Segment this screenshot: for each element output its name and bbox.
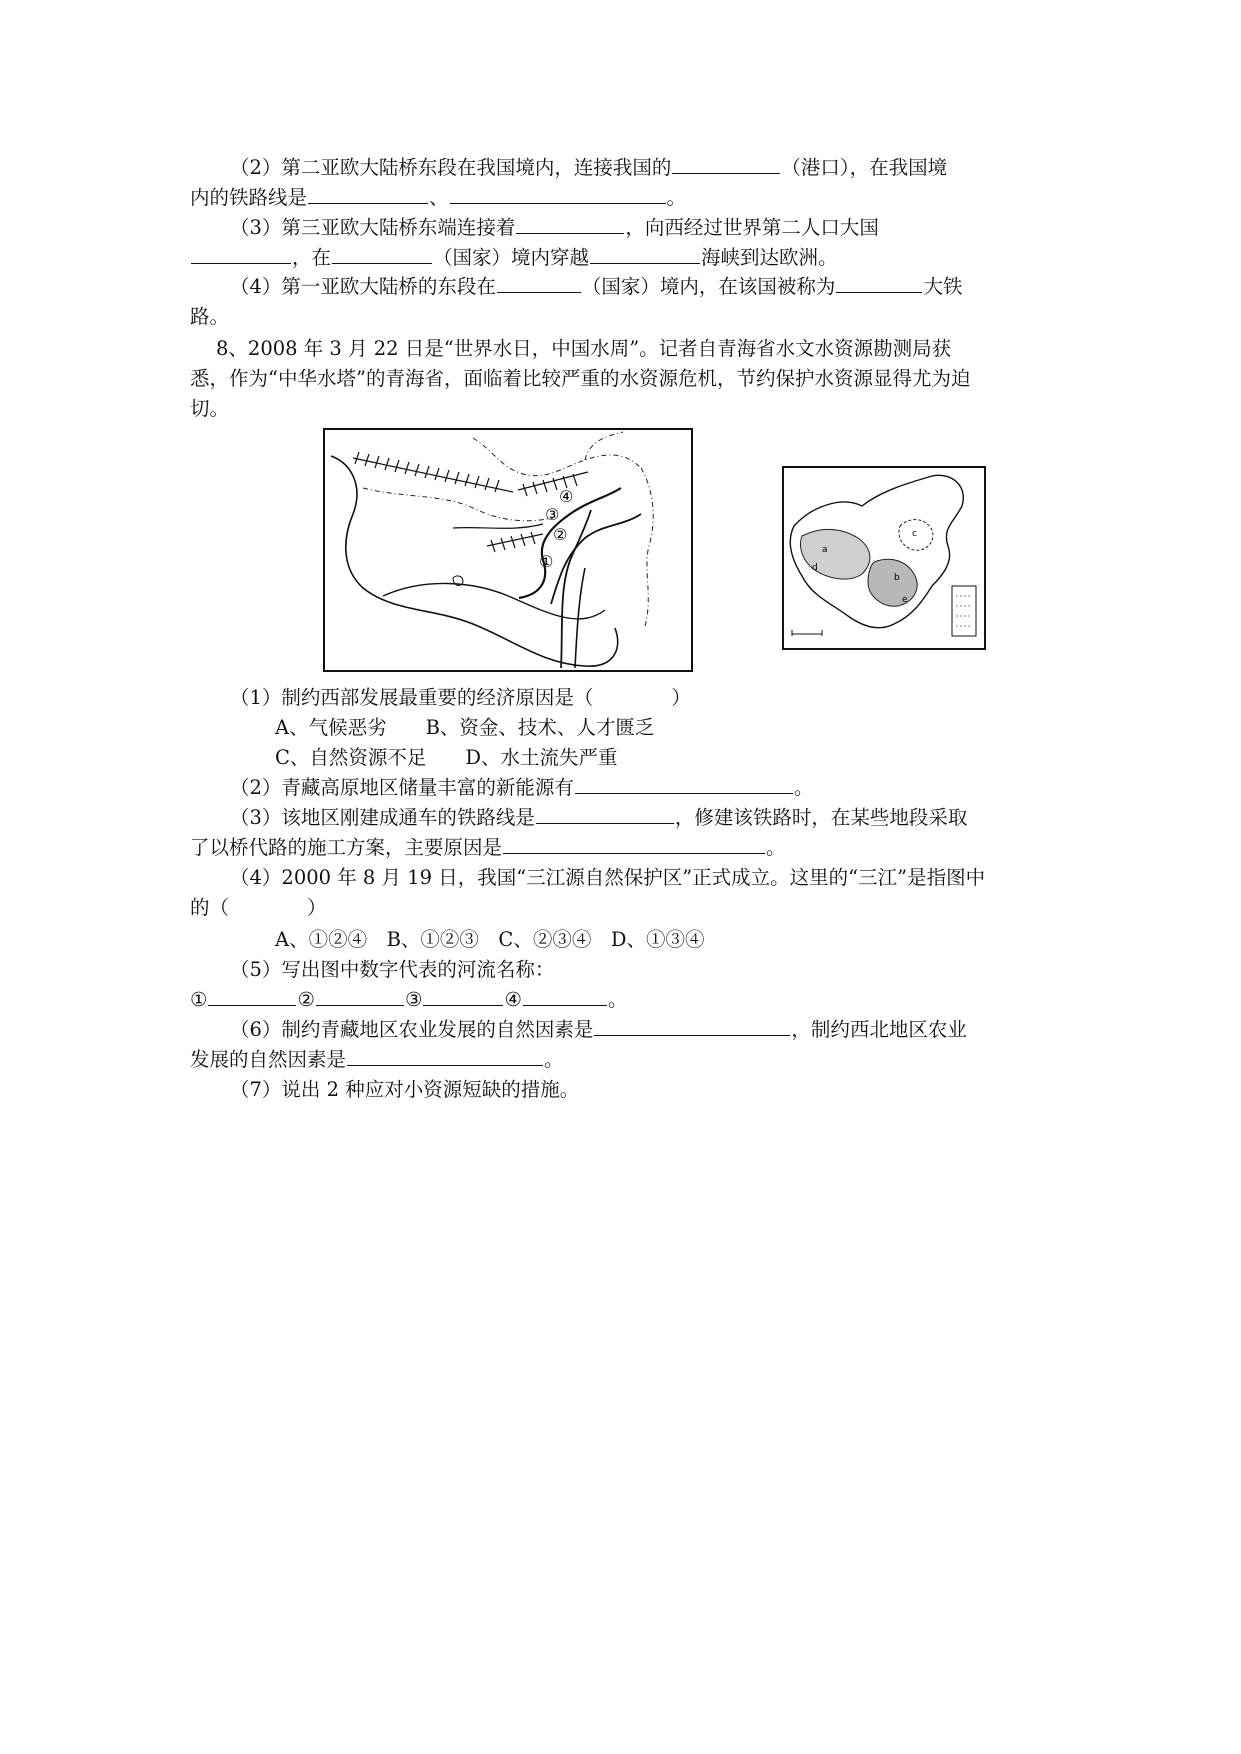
q7-part2-line1 bbox=[230, 153, 1100, 183]
q8-sub1-options-ab bbox=[275, 713, 1145, 743]
answer-blank[interactable] bbox=[836, 272, 922, 293]
answer-blank[interactable] bbox=[208, 985, 296, 1006]
q8-intro-line2 bbox=[190, 364, 1060, 394]
q8-s5-num-1: ① bbox=[190, 988, 208, 1011]
q8-s1-options-cd-text: C、自然资源不足 D、水土流失严重 bbox=[275, 746, 618, 769]
q8-sub7 bbox=[230, 1075, 1100, 1105]
answer-blank[interactable] bbox=[423, 985, 503, 1006]
q8-s3-text-b: ，修建该铁路时，在某些地段采取 bbox=[674, 806, 968, 829]
q7-p4-text-d: 路。 bbox=[190, 305, 230, 328]
q7-part3-line2 bbox=[190, 243, 1060, 273]
q8-s5-num-2: ② bbox=[297, 988, 315, 1011]
q8-s6-text-a: （6）制约青藏地区农业发展的自然因素是 bbox=[230, 1018, 594, 1041]
river-label-4: ④ bbox=[559, 487, 574, 506]
q8-s5-text-a: （5）写出图中数字代表的河流名称： bbox=[230, 958, 555, 981]
q7-part4-line1 bbox=[230, 272, 1100, 302]
q7-part2-line2 bbox=[190, 183, 1060, 213]
answer-blank[interactable] bbox=[590, 243, 700, 264]
answer-blank[interactable] bbox=[450, 183, 666, 204]
q7-p3-text-d: （国家）境内穿越 bbox=[433, 246, 590, 269]
q8-sub5-line1 bbox=[230, 955, 1100, 985]
region-label-e: e bbox=[902, 595, 908, 605]
q7-p3-text-b: ，向西经过世界第二人口大国 bbox=[625, 216, 879, 239]
q7-p3-text-c: ，在 bbox=[292, 246, 332, 269]
q7-p2-text-c: 内的铁路线是 bbox=[190, 186, 308, 209]
answer-blank[interactable] bbox=[191, 243, 291, 264]
answer-blank[interactable] bbox=[672, 153, 780, 174]
q8-intro-text-3: 切。 bbox=[190, 397, 230, 420]
region-label-c: c bbox=[912, 529, 917, 539]
answer-blank[interactable] bbox=[347, 1045, 543, 1066]
answer-blank[interactable] bbox=[594, 1015, 790, 1036]
river-label-1: ① bbox=[539, 552, 554, 571]
q8-s5-num-3: ③ bbox=[404, 988, 423, 1011]
q7-p2-text-e: 。 bbox=[666, 186, 687, 209]
q8-intro-line3 bbox=[190, 394, 1060, 424]
answer-blank[interactable] bbox=[316, 985, 404, 1006]
q8-sub6-line2 bbox=[190, 1045, 1060, 1075]
q8-sub4-line2 bbox=[190, 893, 1060, 923]
q7-p4-text-c: 大铁 bbox=[923, 275, 963, 298]
q8-s1-text: （1）制约西部发展最重要的经济原因是（ ） bbox=[230, 686, 691, 709]
q8-s5-num-4: ④ bbox=[504, 988, 522, 1011]
q8-s5-text-end: 。 bbox=[607, 988, 628, 1011]
q8-sub3-line2 bbox=[190, 833, 1060, 863]
q7-p3-text-a: （3）第三亚欧大陆桥东端连接着 bbox=[230, 216, 516, 239]
china-region-map bbox=[782, 466, 986, 650]
qinghai-tibet-river-map bbox=[323, 428, 693, 672]
answer-blank[interactable] bbox=[536, 803, 674, 824]
q8-s1-options-ab-text: A、气候恶劣 B、资金、技术、人才匮乏 bbox=[275, 716, 655, 739]
river-label-3: ③ bbox=[545, 505, 560, 524]
q7-p2-text-b: （港口），在我国境 bbox=[781, 156, 948, 179]
q8-s6-text-b: ，制约西北地区农业 bbox=[791, 1018, 967, 1041]
answer-blank[interactable] bbox=[575, 773, 793, 794]
q8-s6-text-d: 。 bbox=[544, 1048, 564, 1071]
map-frame bbox=[324, 429, 692, 671]
q8-s3-text-a: （3）该地区刚建成通车的铁路线是 bbox=[230, 806, 535, 829]
q8-intro-line1 bbox=[216, 334, 1086, 364]
q8-sub4-options bbox=[275, 925, 1145, 955]
answer-blank[interactable] bbox=[523, 985, 607, 1006]
q8-s4-options-text: A、①②④ B、①②③ C、②③④ D、①③④ bbox=[275, 928, 705, 951]
q8-s6-text-c: 发展的自然因素是 bbox=[190, 1048, 347, 1071]
q8-intro-text-2: 悉，作为“中华水塔”的青海省，面临着比较严重的水资源危机，节约保护水资源显得尤为迫 bbox=[190, 367, 971, 390]
q8-sub2 bbox=[230, 773, 1100, 803]
q8-intro-text-1: 8、2008 年 3 月 22 日是“世界水日，中国水周”。记者自青海省水文水资源勘测局获 bbox=[216, 337, 952, 360]
answer-blank[interactable] bbox=[516, 213, 624, 234]
answer-blank[interactable] bbox=[497, 272, 581, 293]
answer-blank[interactable] bbox=[332, 243, 432, 264]
q8-s2-text-a: （2）青藏高原地区储量丰富的新能源有 bbox=[230, 776, 574, 799]
river-label-2: ② bbox=[553, 525, 568, 544]
q8-s3-text-c: 了以桥代路的施工方案，主要原因是 bbox=[190, 836, 503, 859]
q7-part4-line2 bbox=[190, 302, 1060, 332]
q8-s2-text-b: 。 bbox=[793, 776, 814, 799]
q7-p4-text-a: （4）第一亚欧大陆桥的东段在 bbox=[230, 275, 496, 298]
q8-sub3-line1 bbox=[230, 803, 1100, 833]
q8-s4-text-b: 的（ ） bbox=[190, 896, 327, 919]
q7-p2-text-d: 、 bbox=[429, 186, 449, 209]
q8-s4-text-a: （4）2000 年 8 月 19 日，我国“三江源自然保护区”正式成立。这里的“三江”是指图中 bbox=[230, 866, 986, 889]
q8-sub1-options-cd bbox=[275, 743, 1145, 773]
q7-part3-line1 bbox=[230, 213, 1100, 243]
answer-blank[interactable] bbox=[503, 833, 765, 854]
q8-sub4-line1 bbox=[230, 863, 1100, 893]
q7-p4-text-b: （国家）境内，在该国被称为 bbox=[581, 275, 836, 298]
q7-p3-text-e: 海峡到达欧洲。 bbox=[701, 246, 838, 269]
q8-sub5-line2 bbox=[190, 985, 1060, 1015]
region-label-b: b bbox=[894, 573, 900, 583]
answer-blank[interactable] bbox=[308, 183, 428, 204]
region-label-a: a bbox=[822, 545, 828, 555]
q8-sub1 bbox=[230, 683, 1100, 713]
q8-s7-text: （7）说出 2 种应对小资源短缺的措施。 bbox=[230, 1078, 580, 1101]
q8-sub6-line1 bbox=[230, 1015, 1100, 1045]
region-label-d: d bbox=[812, 563, 818, 573]
q7-p2-text-a: （2）第二亚欧大陆桥东段在我国境内，连接我国的 bbox=[230, 156, 672, 179]
q8-s3-text-d: 。 bbox=[766, 836, 786, 859]
